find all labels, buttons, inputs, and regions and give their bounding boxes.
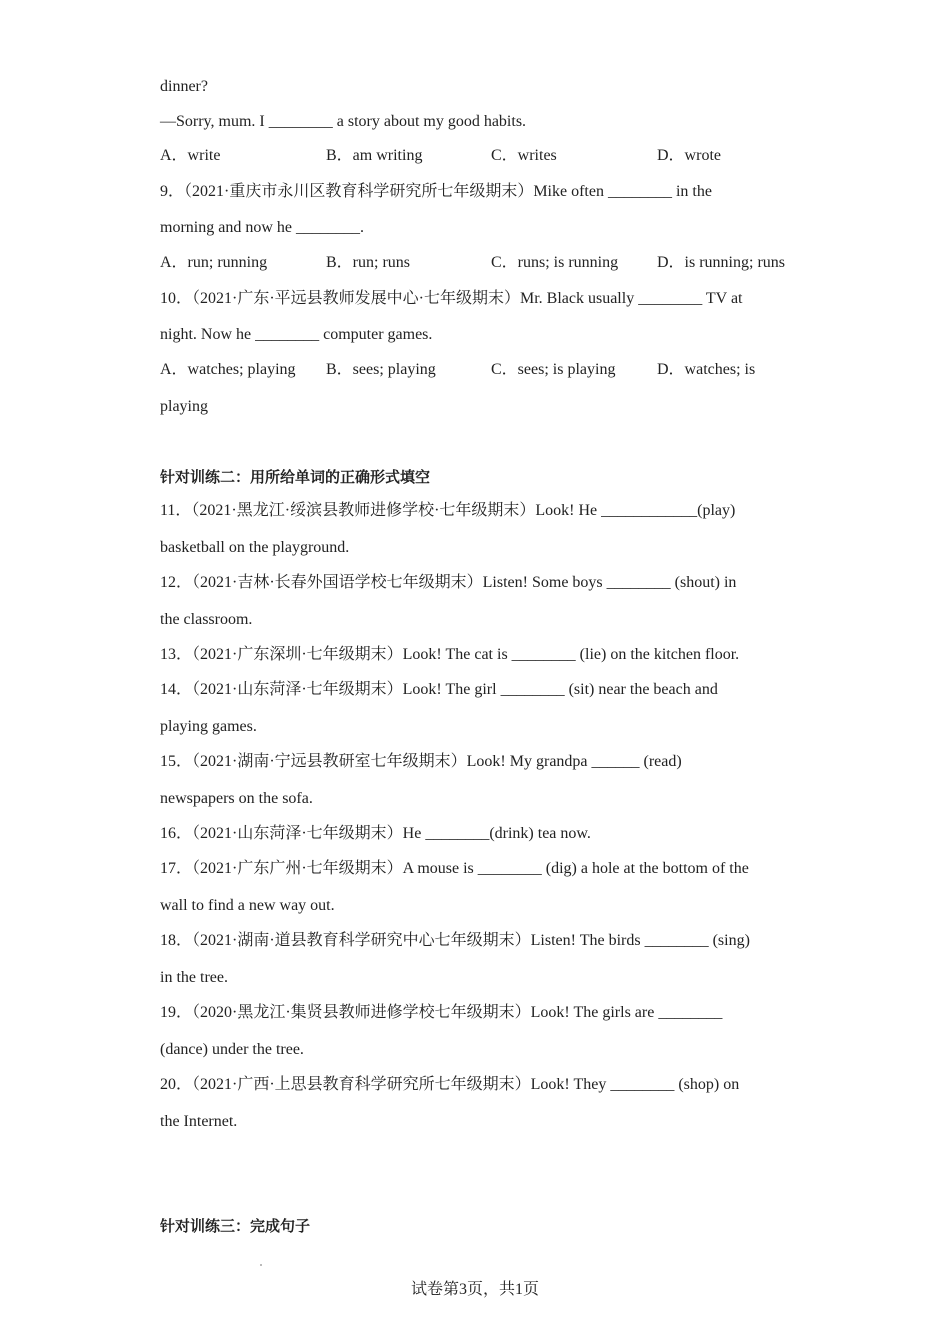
q8-reply: —Sorry, mum. I ________ a story about my good habits.: [160, 113, 527, 130]
q10-option-d: D．watches; is: [657, 361, 756, 378]
q10-line-1: 10．（2021·广东·平远县教师发展中心·七年级期末）Mr. Black usually ________ TV at: [160, 290, 743, 307]
section-2-heading: 针对训练二：用所给单词的正确形式填空: [160, 468, 431, 486]
q11-line-1: 11．（2021·黑龙江·绥滨县教师进修学校·七年级期末）Look! He ____________(play): [160, 502, 736, 519]
q9-option-d: D．is running; runs: [657, 254, 786, 271]
q9-option-a: A．run; running: [160, 254, 268, 271]
section-3-heading: 针对训练三：完成句子: [160, 1217, 311, 1235]
q9-line-1: 9．（2021·重庆市永川区教育科学研究所七年级期末）Mike often ________ in the: [160, 183, 712, 200]
decorative-dot: [260, 1264, 262, 1266]
q20-line-2: the Internet.: [160, 1113, 238, 1130]
q17-line-2: wall to find a new way out.: [160, 897, 335, 914]
q18-line-2: in the tree.: [160, 969, 228, 986]
q11-line-2: basketball on the playground.: [160, 539, 350, 556]
q15-line-2: newspapers on the sofa.: [160, 790, 313, 807]
q9-option-b: B．run; runs: [326, 254, 411, 271]
q14-line-1: 14．（2021·山东菏泽·七年级期末）Look! The girl ________ (sit) near the beach and: [160, 681, 718, 698]
q12-line-2: the classroom.: [160, 611, 253, 628]
q17-line-1: 17．（2021·广东广州·七年级期末）A mouse is ________ (dig) a hole at the bottom of the: [160, 860, 749, 877]
page-footer: 试卷第3页，共1页: [410, 1281, 539, 1298]
q15-line-1: 15．（2021·湖南·宁远县教研室七年级期末）Look! My grandpa ______ (read): [160, 753, 682, 770]
q19-line-1: 19．（2020·黑龙江·集贤县教师进修学校七年级期末）Look! The girls are ________: [160, 1004, 723, 1021]
q8-text-cont: dinner?: [160, 78, 208, 95]
q8-option-c: C．writes: [491, 147, 557, 164]
q20-line-1: 20．（2021·广西·上思县教育科学研究所七年级期末）Look! They ________ (shop) on: [160, 1076, 740, 1093]
q8-option-d: D．wrote: [657, 147, 721, 164]
q10-option-d-wrap: playing: [160, 398, 208, 415]
q14-line-2: playing games.: [160, 718, 257, 735]
q18-line-1: 18．（2021·湖南·道县教育科学研究中心七年级期末）Listen! The birds ________ (sing): [160, 932, 750, 949]
q12-line-1: 12．（2021·吉林·长春外国语学校七年级期末）Listen! Some boys ________ (shout) in: [160, 574, 737, 591]
q10-line-2: night. Now he ________ computer games.: [160, 326, 433, 343]
q10-option-a: A．watches; playing: [160, 361, 296, 378]
q19-line-2: (dance) under the tree.: [160, 1041, 304, 1058]
q9-line-2: morning and now he ________.: [160, 219, 364, 236]
q10-option-c: C．sees; is playing: [491, 361, 616, 378]
q8-option-b: B．am writing: [326, 147, 423, 164]
q9-option-c: C．runs; is running: [491, 254, 619, 271]
q13-line-1: 13．（2021·广东深圳·七年级期末）Look! The cat is ________ (lie) on the kitchen floor.: [160, 646, 740, 663]
q16-line-1: 16．（2021·山东菏泽·七年级期末）He ________(drink) tea now.: [160, 825, 591, 842]
q10-option-b: B．sees; playing: [326, 361, 436, 378]
q8-option-a: A．write: [160, 147, 221, 164]
